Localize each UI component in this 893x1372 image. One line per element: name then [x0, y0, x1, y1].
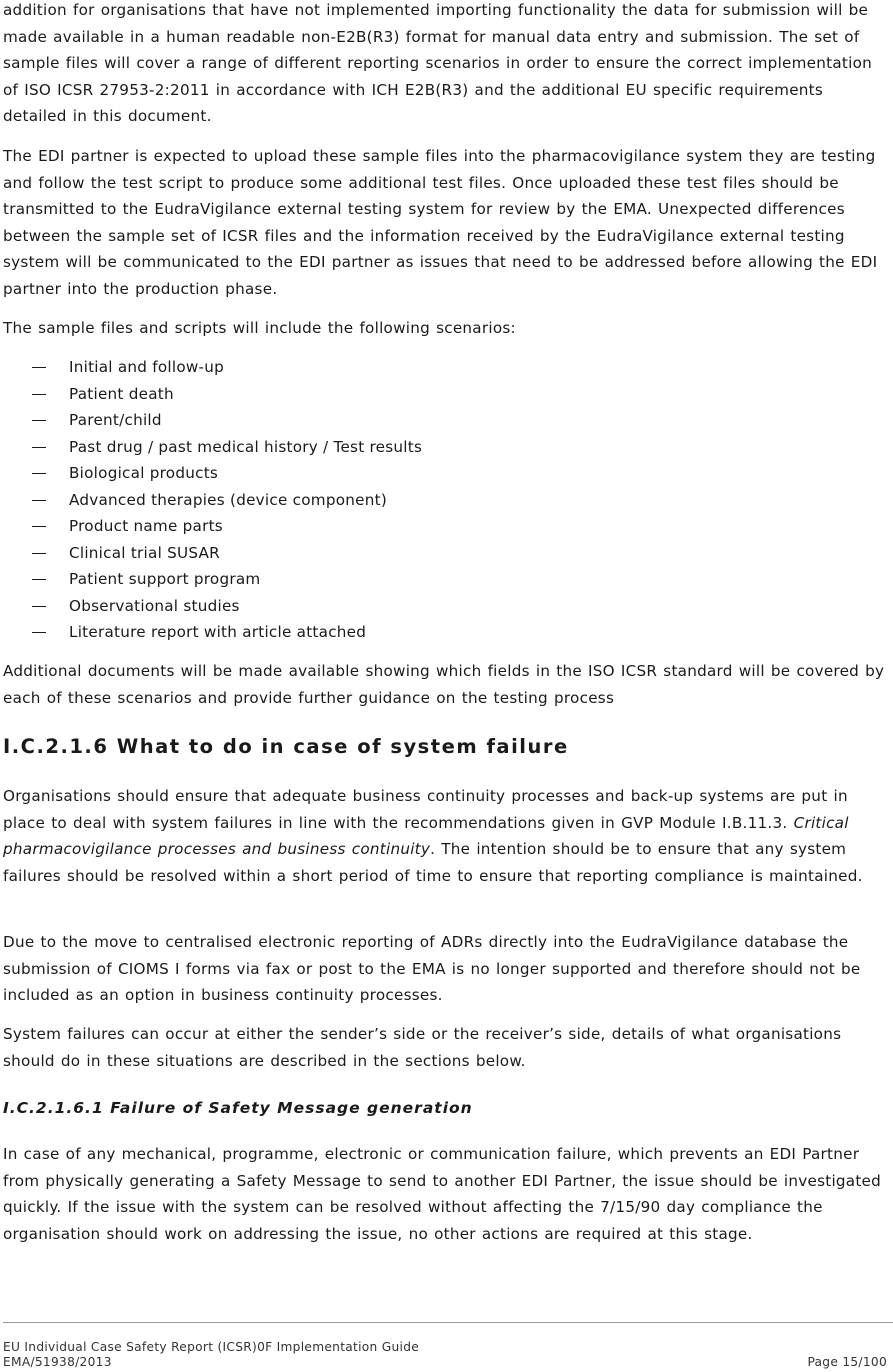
list-item [3, 487, 890, 514]
list-item [3, 593, 890, 620]
dash-bullet-icon [32, 526, 46, 527]
paragraph-centralised-reporting: Due to the move to centralised electronic reporting of ADRs directly into the EudraVigilance database the submission of CIOMS I forms via fax or post to the EMA is no longer supported and therefore should not be included as an option in business continuity processes. [3, 933, 861, 1005]
footer-divider [3, 1322, 893, 1323]
list-item-label: Advanced therapies (device component) [69, 490, 387, 509]
paragraph-edi-partner-upload: The EDI partner is expected to upload these sample files into the pharmacovigilance system they are testing and follow the test script to produce some additional test files. Once uploaded these test files should be transmitted to the EudraVigilance external testing system for review by the EMA. Unexpected differences between the sample set of ICSR files and the information received by the EudraVigilance external testing system will be communicated to the EDI partner as issues that need to be addressed before allowing the EDI partner into the production phase. [3, 147, 878, 298]
dash-bullet-icon [32, 420, 46, 421]
list-item [3, 566, 890, 593]
paragraph-scenarios-intro: The sample files and scripts will include the following scenarios: [3, 319, 516, 337]
list-item-label: Past drug / past medical history / Test results [69, 437, 423, 456]
dash-bullet-icon [32, 500, 46, 501]
footer-document-title: EU Individual Case Safety Report (ICSR)0F Implementation Guide [3, 1340, 420, 1354]
list-item [3, 619, 890, 646]
scenario-list [3, 354, 890, 646]
list-item-label: Literature report with article attached [69, 623, 367, 641]
paragraph-failure-handling: In case of any mechanical, programme, electronic or communication failure, which prevents an EDI Partner from physically generating a Safety Message to send to another EDI Partner, the issue should be investigated quickly. If the issue with the system can be resolved without affecting the 7/15/90 day compliance the organisation should work on addressing the issue, no other actions are required at this stage. [3, 1145, 882, 1243]
dash-bullet-icon [32, 606, 46, 607]
list-item-label: Product name parts [69, 517, 223, 535]
list-item [3, 407, 890, 434]
list-item [3, 513, 890, 540]
list-item [3, 381, 890, 408]
italic-reference-title: Critical pharmacovigilance processes and business continuity [3, 813, 849, 859]
list-item-label: Patient death [69, 384, 174, 403]
paragraph-business-continuity [3, 783, 890, 889]
subsection-heading-message-generation: I.C.2.1.6.1 Failure of Safety Message generation [3, 1099, 473, 1117]
paragraph-sample-files-intro: addition for organisations that have not implemented importing functionality the data for submission will be made available in a human readable non-E2B(R3) format for manual data entry and submission. The set of sample files will cover a range of different reporting scenarios in order to ensure the correct implementation of ISO ICSR 27953-2:2011 in accordance with ICH E2B(R3) and the additional EU specific requirements detailed in this document. [3, 1, 873, 126]
dash-bullet-icon [32, 394, 46, 395]
list-item-label: Initial and follow-up [69, 358, 225, 376]
dash-bullet-icon [32, 447, 46, 448]
list-item-label: Biological products [69, 464, 219, 482]
dash-bullet-icon [32, 553, 46, 554]
list-item-label: Clinical trial SUSAR [69, 543, 220, 562]
list-item [3, 460, 890, 487]
paragraph-additional-documents: Additional documents will be made available showing which fields in the ISO ICSR standard will be covered by each of these scenarios and provide further guidance on the testing process [3, 662, 885, 707]
paragraph-text: Organisations should ensure that adequate business continuity processes and back-up systems are put in place to deal with system failures in line with the recommendations given in GVP Module I.B.11.3. [3, 787, 848, 832]
dash-bullet-icon [32, 632, 46, 633]
list-item [3, 540, 890, 567]
dash-bullet-icon [32, 579, 46, 580]
dash-bullet-icon [32, 473, 46, 474]
list-item-label: Observational studies [69, 596, 240, 615]
paragraph-failure-sides: System failures can occur at either the sender’s side or the receiver’s side, details of what organisations should do in these situations are described in the sections below. [3, 1025, 842, 1070]
section-heading-system-failure: I.C.2.1.6 What to do in case of system failure [3, 735, 569, 758]
footer-document-reference: EMA/51938/2013 [3, 1355, 112, 1369]
list-item [3, 354, 890, 381]
footer-page-number: Page 15/100 [807, 1355, 887, 1369]
dash-bullet-icon [32, 367, 46, 368]
list-item [3, 434, 890, 461]
list-item-label: Patient support program [69, 570, 261, 588]
paragraph-text: . The intention should be to ensure that any system failures should be resolved within a short period of time to ensure that reporting compliance is maintained. [3, 840, 863, 885]
list-item-label: Parent/child [69, 411, 162, 429]
